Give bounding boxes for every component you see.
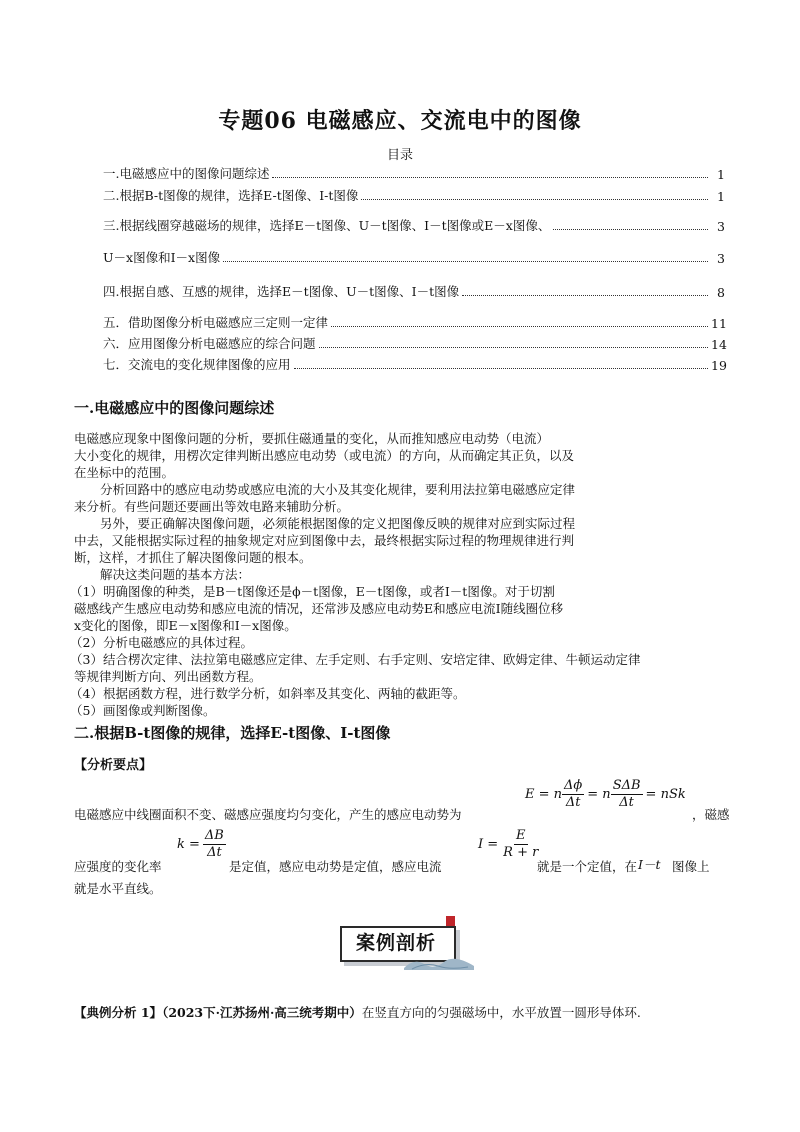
toc-page-number: 3 [717, 251, 725, 266]
inline-math: I－t [638, 857, 661, 872]
page-title: 专题06 电磁感应、交流电中的图像 [218, 108, 582, 134]
paragraph-line: 在坐标中的范围。 [74, 465, 175, 480]
toc-page-number: 14 [711, 337, 727, 352]
paragraph-line: 图像上 [672, 859, 710, 874]
fraction: $\frac{\Delta\phi}{\Delta t}$ [564, 778, 583, 810]
toc-page-number: 11 [711, 316, 727, 331]
paragraph-line: 电磁感应中线圈面积不变、磁感应强度均匀变化，产生的感应电动势为 [74, 807, 462, 822]
section-heading: 二.根据B-t图像的规律，选择E-t图像、I-t图像 [74, 724, 391, 742]
paragraph-line: 分析回路中的感应电动势或感应电流的大小及其变化规律，要利用法拉第电磁感应定律 [100, 482, 576, 497]
toc-entry[interactable] [103, 186, 725, 204]
toc-entry-text: 二.根据B-t图像的规律，选择E-t图像、I-t图像 [103, 188, 359, 203]
method-item: （1）明确图像的种类，是B－t图像还是ϕ－t图像，E－t图像，或者I－t图像。对于切割 [70, 584, 555, 599]
toc-leader-dots [462, 294, 708, 296]
fraction: $\frac{\Delta B}{\Delta t}$ [204, 828, 224, 860]
key-points-label: 【分析要点】 [74, 758, 153, 773]
toc-leader-dots [319, 346, 708, 348]
method-item: （3）结合楞次定律、法拉第电磁感应定律、左手定则、右手定则、安培定律、欧姆定律、牛顿运动定律 [70, 652, 641, 667]
toc-entry-text: 一.电磁感应中的图像问题综述 [103, 166, 270, 181]
emf-formula: E = n $\frac{\Delta\phi}{\Delta t}$ = n $\frac{\text{SΔB}}{\Delta t}$ = nSk [525, 778, 686, 810]
toc-entry[interactable] [103, 282, 725, 300]
rate-formula: k = $\frac{\Delta B}{\Delta t}$ [177, 828, 224, 860]
toc-leader-dots [223, 260, 708, 262]
paragraph-line: 应强度的变化率 [74, 859, 162, 874]
toc-entry[interactable] [103, 355, 725, 373]
toc-entry[interactable] [103, 216, 725, 234]
toc-entry-text: 五．借助图像分析电磁感应三定则一定律 [103, 315, 329, 330]
toc-entry-text: 七．交流电的变化规律图像的应用 [103, 357, 291, 372]
paragraph-line: 来分析。有些问题还要画出等效电路来辅助分析。 [74, 499, 350, 514]
paragraph-line: 断，这样，才抓住了解决图像问题的根本。 [74, 550, 312, 565]
current-formula: I = $\frac{E}{R + r}$ [478, 828, 539, 860]
paragraph-line: 就是水平直线。 [74, 881, 162, 896]
toc-entry-text: 四.根据自感、互感的规律，选择E－t图像、U－t图像、I－t图像 [103, 284, 460, 299]
fraction: $\frac{E}{R + r}$ [503, 828, 539, 860]
toc-entry-text: 六．应用图像分析电磁感应的综合问题 [103, 336, 316, 351]
section-heading: 一.电磁感应中的图像问题综述 [74, 399, 275, 417]
paragraph-line: 电磁感应现象中图像问题的分析，要抓住磁通量的变化，从而推知感应电动势（电流） [74, 431, 550, 446]
paragraph-line: 解决这类问题的基本方法： [100, 567, 251, 582]
toc-page-number: 1 [717, 167, 725, 182]
paragraph-line: 中去，又能根据实际过程的抽象规定对应到图像中去，最终根据实际过程的物理规律进行判 [74, 533, 575, 548]
toc-entry[interactable] [103, 334, 725, 352]
paragraph-line: 磁感线产生感应电动势和感应电流的情况，还常涉及感应电动势E和感应电流I随线圈位移 [74, 601, 564, 616]
banner-label: 案例剖析 [355, 932, 436, 954]
example-text: 在竖直方向的匀强磁场中，水平放置一圆形导体环. [361, 1005, 641, 1020]
example-line [74, 1004, 774, 1021]
toc-entry[interactable] [103, 248, 725, 266]
toc-page-number: 3 [717, 219, 725, 234]
method-item: （2）分析电磁感应的具体过程。 [70, 635, 253, 650]
toc-leader-dots [294, 367, 708, 369]
toc-leader-dots [361, 198, 708, 200]
method-item: （5）画图像或判断图像。 [70, 703, 216, 718]
toc-leader-dots [272, 176, 708, 178]
paragraph-line: 是定值，感应电动势是定值，感应电流 [229, 859, 442, 874]
toc-heading: 目录 [386, 148, 413, 163]
paragraph-line: 就是一个定值，在 [537, 859, 638, 874]
toc-entry[interactable] [103, 313, 725, 331]
method-item: （4）根据函数方程，进行数学分析，如斜率及其变化、两轴的截距等。 [70, 686, 466, 701]
mountain-wave-icon [404, 954, 474, 970]
toc-entry[interactable] [103, 164, 725, 182]
toc-page-number: 8 [717, 285, 725, 300]
example-source: （2023下·江苏扬州·高三统考期中） [162, 1005, 362, 1020]
section-body [70, 430, 734, 719]
toc-entry-text: U－x图像和I－x图像 [103, 250, 221, 265]
paragraph-line: 大小变化的规律，用楞次定律判断出感应电动势（或电流）的方向，从而确定其正负，以及 [74, 448, 575, 463]
fraction: $\frac{\text{SΔB}}{\Delta t}$ [612, 778, 641, 810]
toc-leader-dots [331, 325, 708, 327]
paragraph-line: 另外，要正确解决图像问题，必须能根据图像的定义把图像反映的规律对应到实际过程 [100, 516, 576, 531]
toc-page-number: 1 [717, 189, 725, 204]
case-analysis-banner [330, 912, 470, 968]
toc-page-number: 19 [711, 358, 727, 373]
paragraph-line: x变化的图像，即E－x图像和I－x图像。 [74, 618, 297, 633]
paragraph-line: ，磁感 [692, 807, 730, 822]
toc-leader-dots [553, 228, 708, 230]
example-label: 【典例分析 1】 [74, 1005, 163, 1020]
toc-entry-text: 三.根据线圈穿越磁场的规律，选择E－t图像、U－t图像、I－t图像或E－x图像、 [103, 218, 551, 233]
paragraph-line: 等规律判断方向、列出函数方程。 [74, 669, 262, 684]
